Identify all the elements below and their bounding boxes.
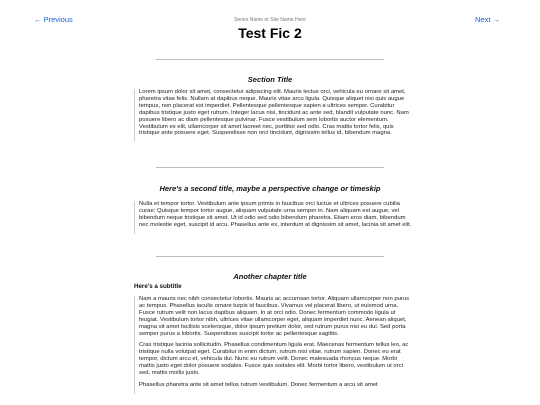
section-body (134, 201, 412, 234)
section-divider (156, 167, 384, 168)
paragraph: Cras tristique lacinia sollicitudin. Phasellus condimentum ligula erat. Maecenas fermentum tellus leo, ac tristique nulla volutpat eget. Curabitur in enim dictum, rutrum nisi vitae, rutrum sapien. Donec eu erat tempor, dictum arcu et, vehicula dui. Nunc eu rutrum velit. Donec malesuada rhoncus neque. Morbi mattis justo eget dolor posuere sodales. Fusce quis sodales elit. Morbi tortor libero, vestibulum ut orci sed, mattis mollis justo. (139, 342, 409, 377)
section-subtitle: Here's a subtitle (134, 283, 182, 290)
previous-link[interactable]: ← Previous (34, 15, 73, 24)
section-title: Here's a second title, maybe a perspective change or timeskip (159, 184, 381, 193)
next-link[interactable]: Next → (474, 15, 500, 24)
section-title: Section Title (247, 75, 293, 84)
page-title: Test Fic 2 (238, 25, 302, 41)
paragraph: Phasellus pharetra ante sit amet tellus rutrum vestibulum. Donec fermentum a arcu sit amet (139, 381, 378, 388)
section-body (134, 89, 412, 142)
paragraph: Lorem ipsum dolor sit amet, consectetur adipiscing elit. Mauris lectus orci, vehicula eu ornare sit amet, pharetra vitae felis. Nullam at dapibus neque. Mauris vitae arcu ligula. Quisque aliquet nisi quis augue tempus, non placerat est imperdiet. Pellentesque pellentesque sapien a ultrices semper. Curabitur dapibus tristique justo eget rutrum. Integer lacus nisi, tincidunt ac ante sed, blandit vulputate nunc. Nam posuere libero ac diam pellentesque pulvinar. Fusce vestibulum sem lobortis auctor elementum. Vestibulum ex elit, ullamcorper sit amet laoreet nec, porttitor sed odio. Cras mattis tortor felis, quis tristique ante posuere eget. Suspendisse non orci tincidunt, dignissim tellus id, bibendum magna. (139, 89, 409, 137)
section-divider (156, 59, 384, 60)
section-divider (156, 256, 384, 257)
site-name: Series Name or Site Name Here (234, 17, 306, 23)
section-body (134, 296, 412, 394)
paragraph: Nulla et tempor tortor. Vestibulum ante ipsum primis in faucibus orci luctus et ultrices posuere cubilia curae; Quisque tempor tortor augue, aliquam vulputate urna semper in. Nam aliquam est augue, vel bibendum neque tristique sit amet. Ut id odio sed odio bibendum pharetra. Etiam eros diam, bibendum nec molestie eget, suscipit id arcu. Phasellus ante ex, interdum at dignissim sit amet, lacinia sit amet elit. (139, 201, 412, 228)
section-title: Another chapter title (233, 272, 307, 281)
paragraph: Nam a mauris nec nibh consectetur lobortis. Mauris ac accumsan tortor. Aliquam ullamcorper non purus ac tempus. Phasellus iaculis ornare turpis id faucibus. Vivamus vel placerat libero, ut euismod urna. Fusce rutrum velit non lacus dapibus aliquam. In at orci odio. Donec fermentum commodo ligula ut feugiat. Vestibulum tortor nibh, ultrices vitae ullamcorper eget, aliquam imperdiet nunc. Aenean aliquet, magna sit amet facilisis scelerisque, dolor ipsum pretium dolor, sed rutrum purus nisi eu dui. Sed porta semper purus a lobortis. Suspendisse suscipit tortor ac pellentesque sagittis. (139, 296, 410, 337)
